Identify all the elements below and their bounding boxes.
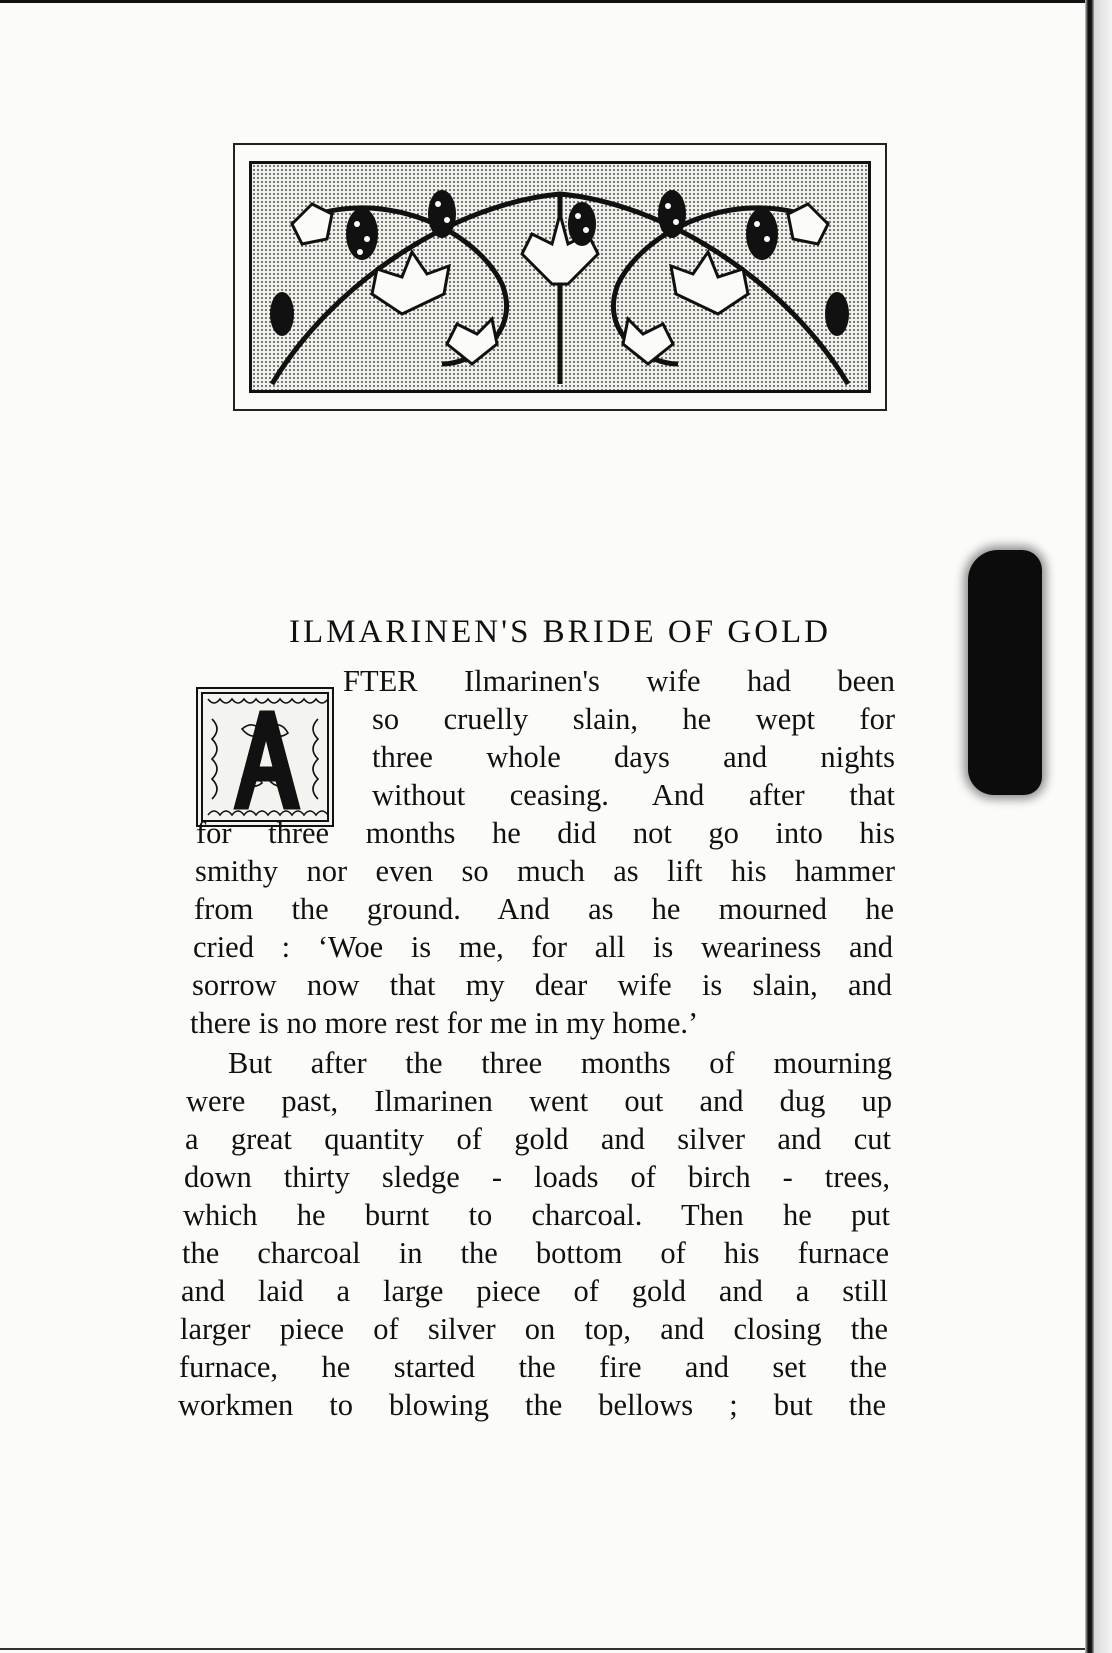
spine-shadow [1093, 0, 1112, 1653]
text-line: But after the three months of mourning [228, 1046, 892, 1080]
chapter-title: ILMARINEN'S BRIDE OF GOLD [288, 614, 832, 650]
text-line: down thirty sledge - loads of birch - trees, [184, 1160, 890, 1194]
book-spine [1085, 0, 1094, 1653]
text-line: FTER Ilmarinen's wife had been [343, 664, 895, 698]
text-line: so cruelly slain, he wept for [372, 702, 895, 736]
text-line: larger piece of silver on top, and closing the [180, 1312, 888, 1346]
decorative-headpiece [233, 143, 887, 411]
text-line: smithy nor even so much as lift his hammer [195, 854, 895, 888]
text-line: for three months he did not go into his [196, 816, 895, 850]
decorative-initial-a [196, 687, 334, 827]
vine-ornament-icon [252, 164, 868, 390]
initial-letter-a-icon [198, 689, 332, 825]
text-line: furnace, he started the fire and set the [179, 1350, 887, 1384]
top-rule [0, 0, 1112, 3]
text-line: the charcoal in the bottom of his furnace [182, 1236, 889, 1270]
ink-blot [968, 550, 1042, 795]
text-line: a great quantity of gold and silver and cut [185, 1122, 891, 1156]
text-line: three whole days and nights [372, 740, 895, 774]
text-line: and laid a large piece of gold and a still [181, 1274, 888, 1308]
initial-letter-text: A [198, 689, 199, 690]
text-line: sorrow now that my dear wife is slain, and [192, 968, 892, 1002]
text-line: without ceasing. And after that [372, 778, 895, 812]
text-line: there is no more rest for me in my home.’ [190, 1006, 699, 1040]
text-line: which he burnt to charcoal. Then he put [183, 1198, 890, 1232]
text-line: were past, Ilmarinen went out and dug up [186, 1084, 892, 1118]
headpiece-inner-frame [249, 161, 871, 393]
text-line: cried : ‘Woe is me, for all is weariness and [193, 930, 893, 964]
text-line: workmen to blowing the bellows ; but the [178, 1388, 886, 1422]
text-line: from the ground. And as he mourned he [194, 892, 894, 926]
bottom-rule [0, 1648, 1112, 1650]
